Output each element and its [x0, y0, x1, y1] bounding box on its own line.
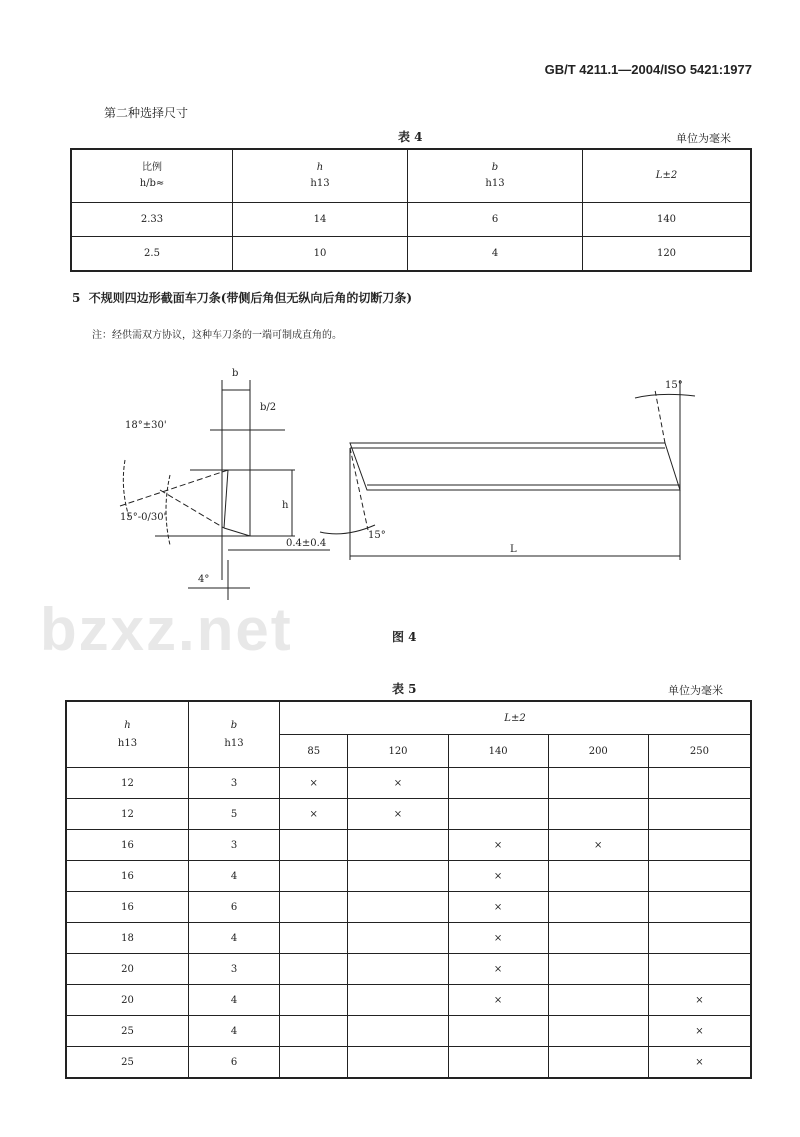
availability-mark [348, 892, 448, 923]
cell: 2.5 [71, 237, 233, 272]
availability-mark [548, 799, 648, 830]
availability-mark [648, 923, 751, 954]
header-length: 120 [348, 735, 448, 768]
table-row [66, 799, 751, 830]
label-angle-15-right: 15° [665, 380, 683, 391]
availability-mark: × [280, 768, 348, 799]
availability-mark [548, 768, 648, 799]
label-offset: 0.4±0.4 [286, 538, 327, 549]
section-heading: 5 不规则四边形截面车刀条(带侧后角但无纵向后角的切断刀条) [72, 291, 413, 305]
availability-mark: × [348, 799, 448, 830]
availability-mark: × [448, 954, 548, 985]
cell: 4 [189, 861, 280, 892]
label-h: h [282, 500, 289, 511]
availability-mark [280, 861, 348, 892]
header-L: L±2 [583, 149, 752, 203]
cell: 4 [408, 237, 583, 272]
figure-4-drawing [100, 360, 700, 600]
availability-mark: × [648, 1016, 751, 1047]
cell: 6 [189, 1047, 280, 1079]
figure-caption: 图 4 [392, 630, 417, 644]
availability-mark [648, 861, 751, 892]
table-row [66, 954, 751, 985]
availability-mark [548, 1047, 648, 1079]
header-ratio: 比例 h/b≈ [71, 149, 233, 203]
table4-unit: 单位为毫米 [676, 132, 731, 145]
cell: 16 [66, 892, 189, 923]
table-row [66, 892, 751, 923]
table5-unit: 单位为毫米 [668, 684, 723, 697]
label-length: L [510, 544, 517, 555]
label-angle-tol: 15°-0/30' [120, 512, 167, 523]
cell: 2.33 [71, 203, 233, 237]
header-length: 200 [548, 735, 648, 768]
availability-mark [648, 768, 751, 799]
header-b: b h13 [189, 701, 280, 768]
availability-mark [348, 1047, 448, 1079]
availability-mark [648, 799, 751, 830]
cell: 140 [583, 203, 752, 237]
cell: 3 [189, 830, 280, 861]
label-angle-15-bottom: 15° [368, 530, 386, 541]
header-length: 140 [448, 735, 548, 768]
table-row [66, 985, 751, 1016]
header-length: 85 [280, 735, 348, 768]
availability-mark [548, 985, 648, 1016]
availability-mark [548, 923, 648, 954]
availability-mark [548, 1016, 648, 1047]
availability-mark [280, 985, 348, 1016]
header-h: h h13 [233, 149, 408, 203]
cell: 4 [189, 1016, 280, 1047]
table4-caption: 表 4 [398, 130, 423, 144]
header-length: 250 [648, 735, 751, 768]
table-row [66, 1047, 751, 1079]
cell: 3 [189, 768, 280, 799]
availability-mark [348, 985, 448, 1016]
availability-mark [280, 923, 348, 954]
availability-mark: × [448, 923, 548, 954]
availability-mark [348, 954, 448, 985]
table-row [66, 768, 751, 799]
table5-caption: 表 5 [392, 682, 417, 696]
availability-mark [348, 861, 448, 892]
availability-mark [280, 892, 348, 923]
cell: 16 [66, 861, 189, 892]
availability-mark: × [448, 892, 548, 923]
availability-mark [348, 1016, 448, 1047]
availability-mark: × [548, 830, 648, 861]
table-5 [65, 700, 752, 1079]
availability-mark [448, 799, 548, 830]
label-angle-4: 4° [198, 574, 210, 585]
availability-mark [548, 861, 648, 892]
note: 注：经供需双方协议，这种车刀条的一端可制成直角的。 [92, 330, 342, 341]
table-4 [70, 148, 752, 272]
header-b: b h13 [408, 149, 583, 203]
availability-mark: × [280, 799, 348, 830]
header-L: L±2 [280, 701, 752, 735]
availability-mark [648, 830, 751, 861]
header-h: h h13 [66, 701, 189, 768]
availability-mark [280, 954, 348, 985]
cell: 5 [189, 799, 280, 830]
availability-mark: × [448, 985, 548, 1016]
cell: 25 [66, 1047, 189, 1079]
availability-mark [648, 892, 751, 923]
standard-number: GB/T 4211.1—2004/ISO 5421:1977 [544, 62, 752, 77]
cell: 16 [66, 830, 189, 861]
availability-mark: × [448, 830, 548, 861]
cell: 4 [189, 923, 280, 954]
cell: 18 [66, 923, 189, 954]
label-b: b [232, 368, 239, 379]
cell: 20 [66, 985, 189, 1016]
cell: 25 [66, 1016, 189, 1047]
availability-mark [448, 1016, 548, 1047]
table-row [66, 861, 751, 892]
availability-mark [448, 768, 548, 799]
table-row [71, 237, 751, 272]
availability-mark: × [348, 768, 448, 799]
table-row [66, 923, 751, 954]
availability-mark [280, 1047, 348, 1079]
label-angle-top: 18°±30' [125, 420, 167, 431]
cell: 6 [408, 203, 583, 237]
watermark: bzxz.net [40, 596, 293, 663]
cell: 14 [233, 203, 408, 237]
availability-mark: × [648, 1047, 751, 1079]
cell: 12 [66, 799, 189, 830]
table-row [66, 830, 751, 861]
subtitle: 第二种选择尺寸 [104, 106, 189, 120]
cell: 12 [66, 768, 189, 799]
availability-mark [548, 954, 648, 985]
availability-mark [548, 892, 648, 923]
table-row [66, 1016, 751, 1047]
label-b-half: b/2 [260, 402, 277, 413]
availability-mark [348, 830, 448, 861]
table-row [71, 203, 751, 237]
cell: 4 [189, 985, 280, 1016]
availability-mark [448, 1047, 548, 1079]
availability-mark [348, 923, 448, 954]
cell: 20 [66, 954, 189, 985]
availability-mark: × [648, 985, 751, 1016]
cell: 3 [189, 954, 280, 985]
cell: 6 [189, 892, 280, 923]
availability-mark [648, 954, 751, 985]
availability-mark [280, 830, 348, 861]
cell: 10 [233, 237, 408, 272]
availability-mark [280, 1016, 348, 1047]
availability-mark: × [448, 861, 548, 892]
cell: 120 [583, 237, 752, 272]
